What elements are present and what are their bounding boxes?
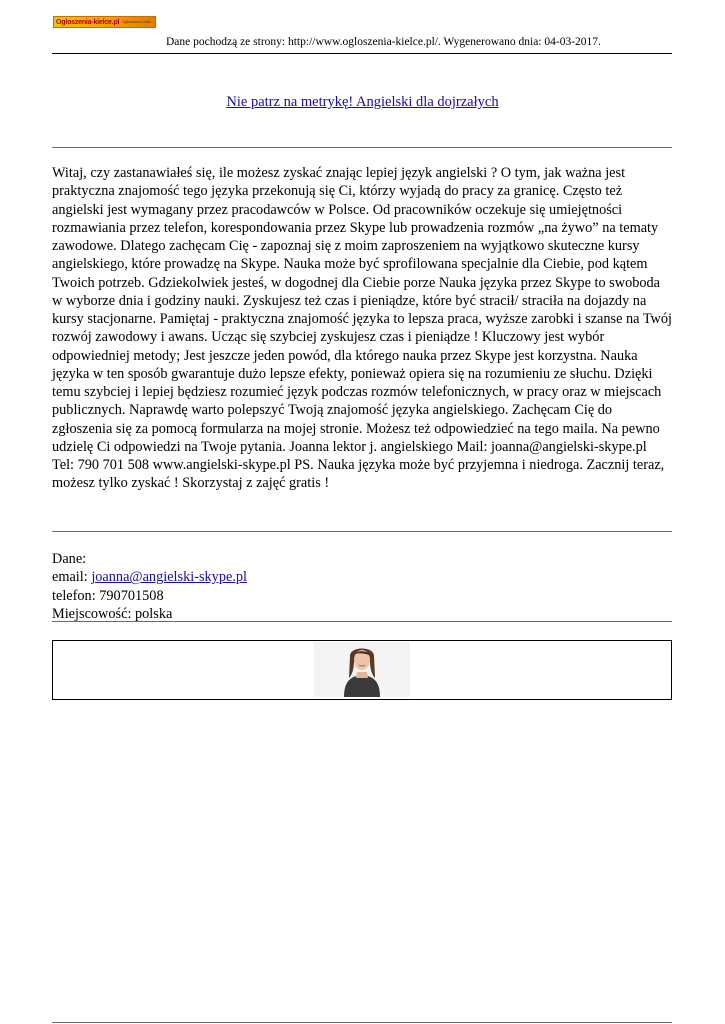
contact-phone-row [52, 587, 672, 605]
source-info: Dane pochodzą ze strony: http://www.ogloszenia-kielce.pl/. Wygenerowano dnia: 04-03-2017. [166, 36, 601, 48]
description-divider [52, 531, 672, 532]
ad-photo[interactable] [314, 642, 410, 697]
site-logo[interactable] [53, 16, 156, 28]
contact-section [52, 550, 672, 623]
phone-value: 790701508 [99, 587, 164, 604]
email-link[interactable]: joanna@angielski-skype.pl [91, 569, 248, 586]
phone-label: telefon: [52, 587, 100, 604]
ad-description: Witaj, czy zastanawiałeś się, ile możesz zyskać znając lepiej język angielski ? O tym, jak ważna jest praktyczna znajomość tego języka przekonują się Ci, którzy wyjadą do pracy za granicę. Często też angielski jest wymagany przez pracodawców w Polsce. Od pracowników oczekuje się umiejętności rozmawiania przez telefon, korespondowania przez Skype lub prowadzenia rozmów „na żywo” na tematy zawodowe. Dlatego zachęcam Cię - zapoznaj się z moim zaproszeniem na wyjątkowo skuteczne kursy angielskiego, które prowadzę na Skype. Nauka może być sprofilowana specjalnie dla Ciebie, pod kątem Twoich potrzeb. Gdziekolwiek jesteś, w dogodnej dla Ciebie porze Nauka języka przez Skype to swoboda w wyborze dnia i godziny nauki. Zyskujesz też czas i pieniądze, które być stracił/ straciła na dojazdy na kursy stacjonarne. Pamiętaj - praktyczna znajomość języka to lepsza praca, wyższe zarobki i szanse na Twój rozwój zawodowy i awans. Ucząc się szybciej zyskujesz czas i pieniądze ! Kluczowy jest wybór odpowiedniej metody; Jest jeszcze jeden powód, dla którego nauka przez Skype jest korzystna. Nauka języka w ten sposób gwarantuje dużo lepsze efekty, ponieważ opiera się na rozumieniu ze słuchu. Dzięki temu szybciej i lepiej będziesz rozumieć język podczas rozmów telefonicznych, w pracy oraz w miejscach publicznych. Naprawdę warto polepszyć Twoją znajomość języka angielskiego. Zachęcam Cię do zgłoszenia się za pomocą formularza na mojej stronie. Możesz też odpowiedzieć na tego maila. Na pewno udzielę Ci odpowiedzi na Twoje pytania. Joanna lektor j. angielskiego Mail: joanna@angielski-skype.pl Tel: 790 701 508 www.angielski-skype.pl PS. Nauka języka może być przyjemna i niedroga. Zacznij teraz, możesz tylko zyskać ! Skorzystaj z zajęć gratis ! [52, 165, 673, 492]
photo-gallery [52, 640, 672, 700]
contact-divider [52, 621, 672, 622]
site-logo-tagline: Ogłoszenia z Kielc [122, 20, 152, 24]
site-logo-text: Ogloszenia-kielce.pl [56, 18, 120, 26]
woman-portrait-icon [314, 642, 410, 697]
city-value: polska [135, 605, 173, 622]
footer-divider [52, 1022, 672, 1023]
header-divider [52, 53, 672, 54]
title-divider [52, 147, 672, 148]
city-label: Miejscowość: [52, 605, 135, 622]
email-label: email: [52, 569, 92, 586]
contact-heading: Dane: [52, 551, 87, 567]
ad-title-link[interactable]: Nie patrz na metrykę! Angielski dla dojrzałych [226, 94, 499, 110]
contact-email-row [52, 568, 672, 586]
